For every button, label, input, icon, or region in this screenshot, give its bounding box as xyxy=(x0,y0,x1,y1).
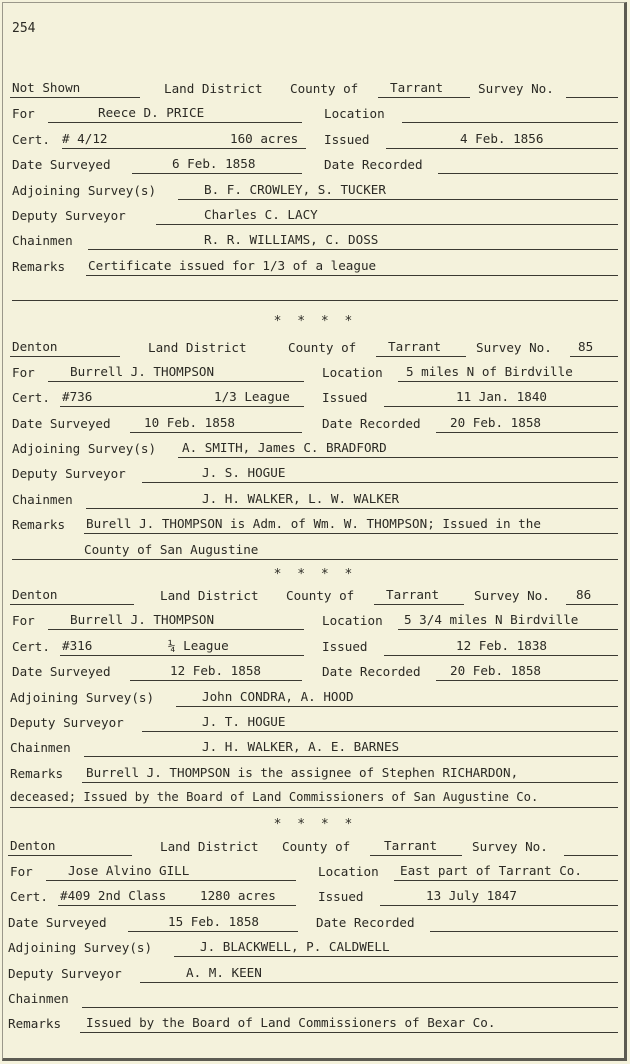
for-label: For xyxy=(12,106,35,122)
issued-value: 12 Feb. 1838 xyxy=(456,637,547,653)
cert-value: #736 xyxy=(62,389,93,405)
chainmen-label: Chainmen xyxy=(12,491,73,507)
land-district-value: Denton xyxy=(12,338,58,354)
issued-label: Issued xyxy=(322,638,368,654)
date-surveyed-label: Date Surveyed xyxy=(12,664,111,680)
survey-no-label: Survey No. xyxy=(474,588,550,604)
for-value: Jose Alvino GILL xyxy=(68,862,190,878)
location-label: Location xyxy=(322,364,383,380)
date-recorded-value: 20 Feb. 1858 xyxy=(450,414,541,430)
for-label: For xyxy=(12,364,35,380)
deputy-value: J. S. HOGUE xyxy=(202,465,286,481)
issued-label: Issued xyxy=(324,131,370,147)
cert-label: Cert. xyxy=(12,131,50,147)
remarks-label: Remarks xyxy=(12,258,66,274)
issued-label: Issued xyxy=(318,889,364,905)
area-value: 1/3 League xyxy=(214,389,290,405)
cert-value: #316 xyxy=(62,637,93,653)
county-value: Tarrant xyxy=(386,587,440,603)
for-value: Burrell J. THOMPSON xyxy=(70,363,215,379)
remarks-value: Burell J. THOMPSON is Adm. of Wm. W. THOMPSON; Issued in the xyxy=(86,516,541,532)
survey-no-value: 85 xyxy=(578,338,594,354)
land-district-label: Land District xyxy=(148,339,247,355)
date-surveyed-value: 12 Feb. 1858 xyxy=(170,663,261,679)
chainmen-value: J. H. WALKER, L. W. WALKER xyxy=(202,490,400,506)
adjoining-value: John CONDRA, A. HOOD xyxy=(202,688,354,704)
survey-records xyxy=(0,78,630,1039)
for-value: Burrell J. THOMPSON xyxy=(70,612,215,628)
county-value: Tarrant xyxy=(384,837,438,853)
chainmen-label: Chainmen xyxy=(8,990,69,1006)
for-value: Reece D. PRICE xyxy=(98,105,205,121)
date-recorded-label: Date Recorded xyxy=(324,157,423,173)
chainmen-label: Chainmen xyxy=(12,233,73,249)
area-value: 1280 acres xyxy=(200,888,276,904)
survey-record xyxy=(0,836,630,1039)
deputy-label: Deputy Surveyor xyxy=(8,965,122,981)
remarks-value: Burrell J. THOMPSON is the assignee of Stephen RICHARDON, xyxy=(86,764,519,780)
date-recorded-label: Date Recorded xyxy=(322,415,421,431)
chainmen-value: J. H. WALKER, A. E. BARNES xyxy=(202,739,400,755)
record-separator: * * * * xyxy=(273,816,357,832)
deputy-label: Deputy Surveyor xyxy=(10,714,124,730)
adjoining-label: Adjoining Survey(s) xyxy=(12,441,157,457)
remarks-label: Remarks xyxy=(8,1016,62,1032)
area-value: ¼ League xyxy=(168,637,229,653)
land-district-value: Denton xyxy=(10,837,56,853)
survey-no-label: Survey No. xyxy=(478,81,554,96)
land-district-value: Not Shown xyxy=(12,80,81,95)
deputy-value: A. M. KEEN xyxy=(186,964,262,980)
adjoining-label: Adjoining Survey(s) xyxy=(8,940,153,956)
adjoining-value: A. SMITH, James C. BRADFORD xyxy=(182,440,387,456)
remarks-value: Certificate issued for 1/3 of a league xyxy=(88,257,377,273)
record-separator: * * * * xyxy=(273,567,357,583)
location-value: 5 3/4 miles N Birdville xyxy=(404,612,579,628)
record-separator: * * * * xyxy=(273,313,357,329)
county-label: County of xyxy=(286,588,355,604)
date-surveyed-value: 10 Feb. 1858 xyxy=(144,414,235,430)
for-label: For xyxy=(10,863,33,879)
remarks-continued: County of San Augustine xyxy=(84,541,259,557)
county-value: Tarrant xyxy=(390,80,444,95)
adjoining-value: J. BLACKWELL, P. CALDWELL xyxy=(200,939,390,955)
county-label: County of xyxy=(282,838,351,854)
location-label: Location xyxy=(322,613,383,629)
adjoining-value: B. F. CROWLEY, S. TUCKER xyxy=(204,181,386,197)
deputy-value: Charles C. LACY xyxy=(204,206,318,222)
issued-value: 4 Feb. 1856 xyxy=(460,130,544,146)
location-label: Location xyxy=(324,106,385,122)
location-value: 5 miles N of Birdville xyxy=(406,363,573,379)
cert-label: Cert. xyxy=(12,638,50,654)
issued-value: 13 July 1847 xyxy=(426,888,517,904)
date-surveyed-value: 15 Feb. 1858 xyxy=(168,913,259,929)
cert-label: Cert. xyxy=(10,889,48,905)
deputy-value: J. T. HOGUE xyxy=(202,713,286,729)
cert-value: # 4/12 xyxy=(62,130,108,146)
county-label: County of xyxy=(290,81,359,96)
date-surveyed-label: Date Surveyed xyxy=(12,415,111,431)
issued-label: Issued xyxy=(322,390,368,406)
deputy-label: Deputy Surveyor xyxy=(12,207,126,223)
date-recorded-label: Date Recorded xyxy=(322,664,421,680)
survey-no-label: Survey No. xyxy=(472,838,548,854)
issued-value: 11 Jan. 1840 xyxy=(456,389,547,405)
page-number: 254 xyxy=(12,21,36,36)
date-recorded-value: 20 Feb. 1858 xyxy=(450,663,541,679)
cert-label: Cert. xyxy=(12,390,50,406)
remarks-value: Issued by the Board of Land Commissioners of Bexar Co. xyxy=(86,1015,496,1031)
deputy-label: Deputy Surveyor xyxy=(12,466,126,482)
remarks-continued: deceased; Issued by the Board of Land Commissioners of San Augustine Co. xyxy=(10,790,539,805)
land-district-label: Land District xyxy=(160,588,259,604)
land-district-label: Land District xyxy=(160,838,259,854)
remarks-label: Remarks xyxy=(10,765,64,781)
survey-record xyxy=(0,337,630,586)
chainmen-label: Chainmen xyxy=(10,740,71,756)
adjoining-label: Adjoining Survey(s) xyxy=(12,182,157,198)
location-label: Location xyxy=(318,863,379,879)
date-surveyed-label: Date Surveyed xyxy=(8,914,107,930)
cert-value: #409 2nd Class xyxy=(60,888,167,904)
land-district-value: Denton xyxy=(12,587,58,603)
area-value: 160 acres xyxy=(230,130,299,146)
location-value: East part of Tarrant Co. xyxy=(400,862,582,878)
date-surveyed-label: Date Surveyed xyxy=(12,157,111,173)
date-surveyed-value: 6 Feb. 1858 xyxy=(172,156,256,172)
adjoining-label: Adjoining Survey(s) xyxy=(10,689,155,705)
survey-record xyxy=(0,585,630,836)
survey-record xyxy=(0,78,630,337)
for-label: For xyxy=(12,613,35,629)
county-value: Tarrant xyxy=(388,338,442,354)
chainmen-value: R. R. WILLIAMS, C. DOSS xyxy=(204,232,379,248)
land-district-label: Land District xyxy=(164,81,263,96)
remarks-label: Remarks xyxy=(12,517,66,533)
survey-no-value: 86 xyxy=(576,587,592,603)
survey-no-label: Survey No. xyxy=(476,339,552,355)
date-recorded-label: Date Recorded xyxy=(316,914,415,930)
county-label: County of xyxy=(288,339,357,355)
